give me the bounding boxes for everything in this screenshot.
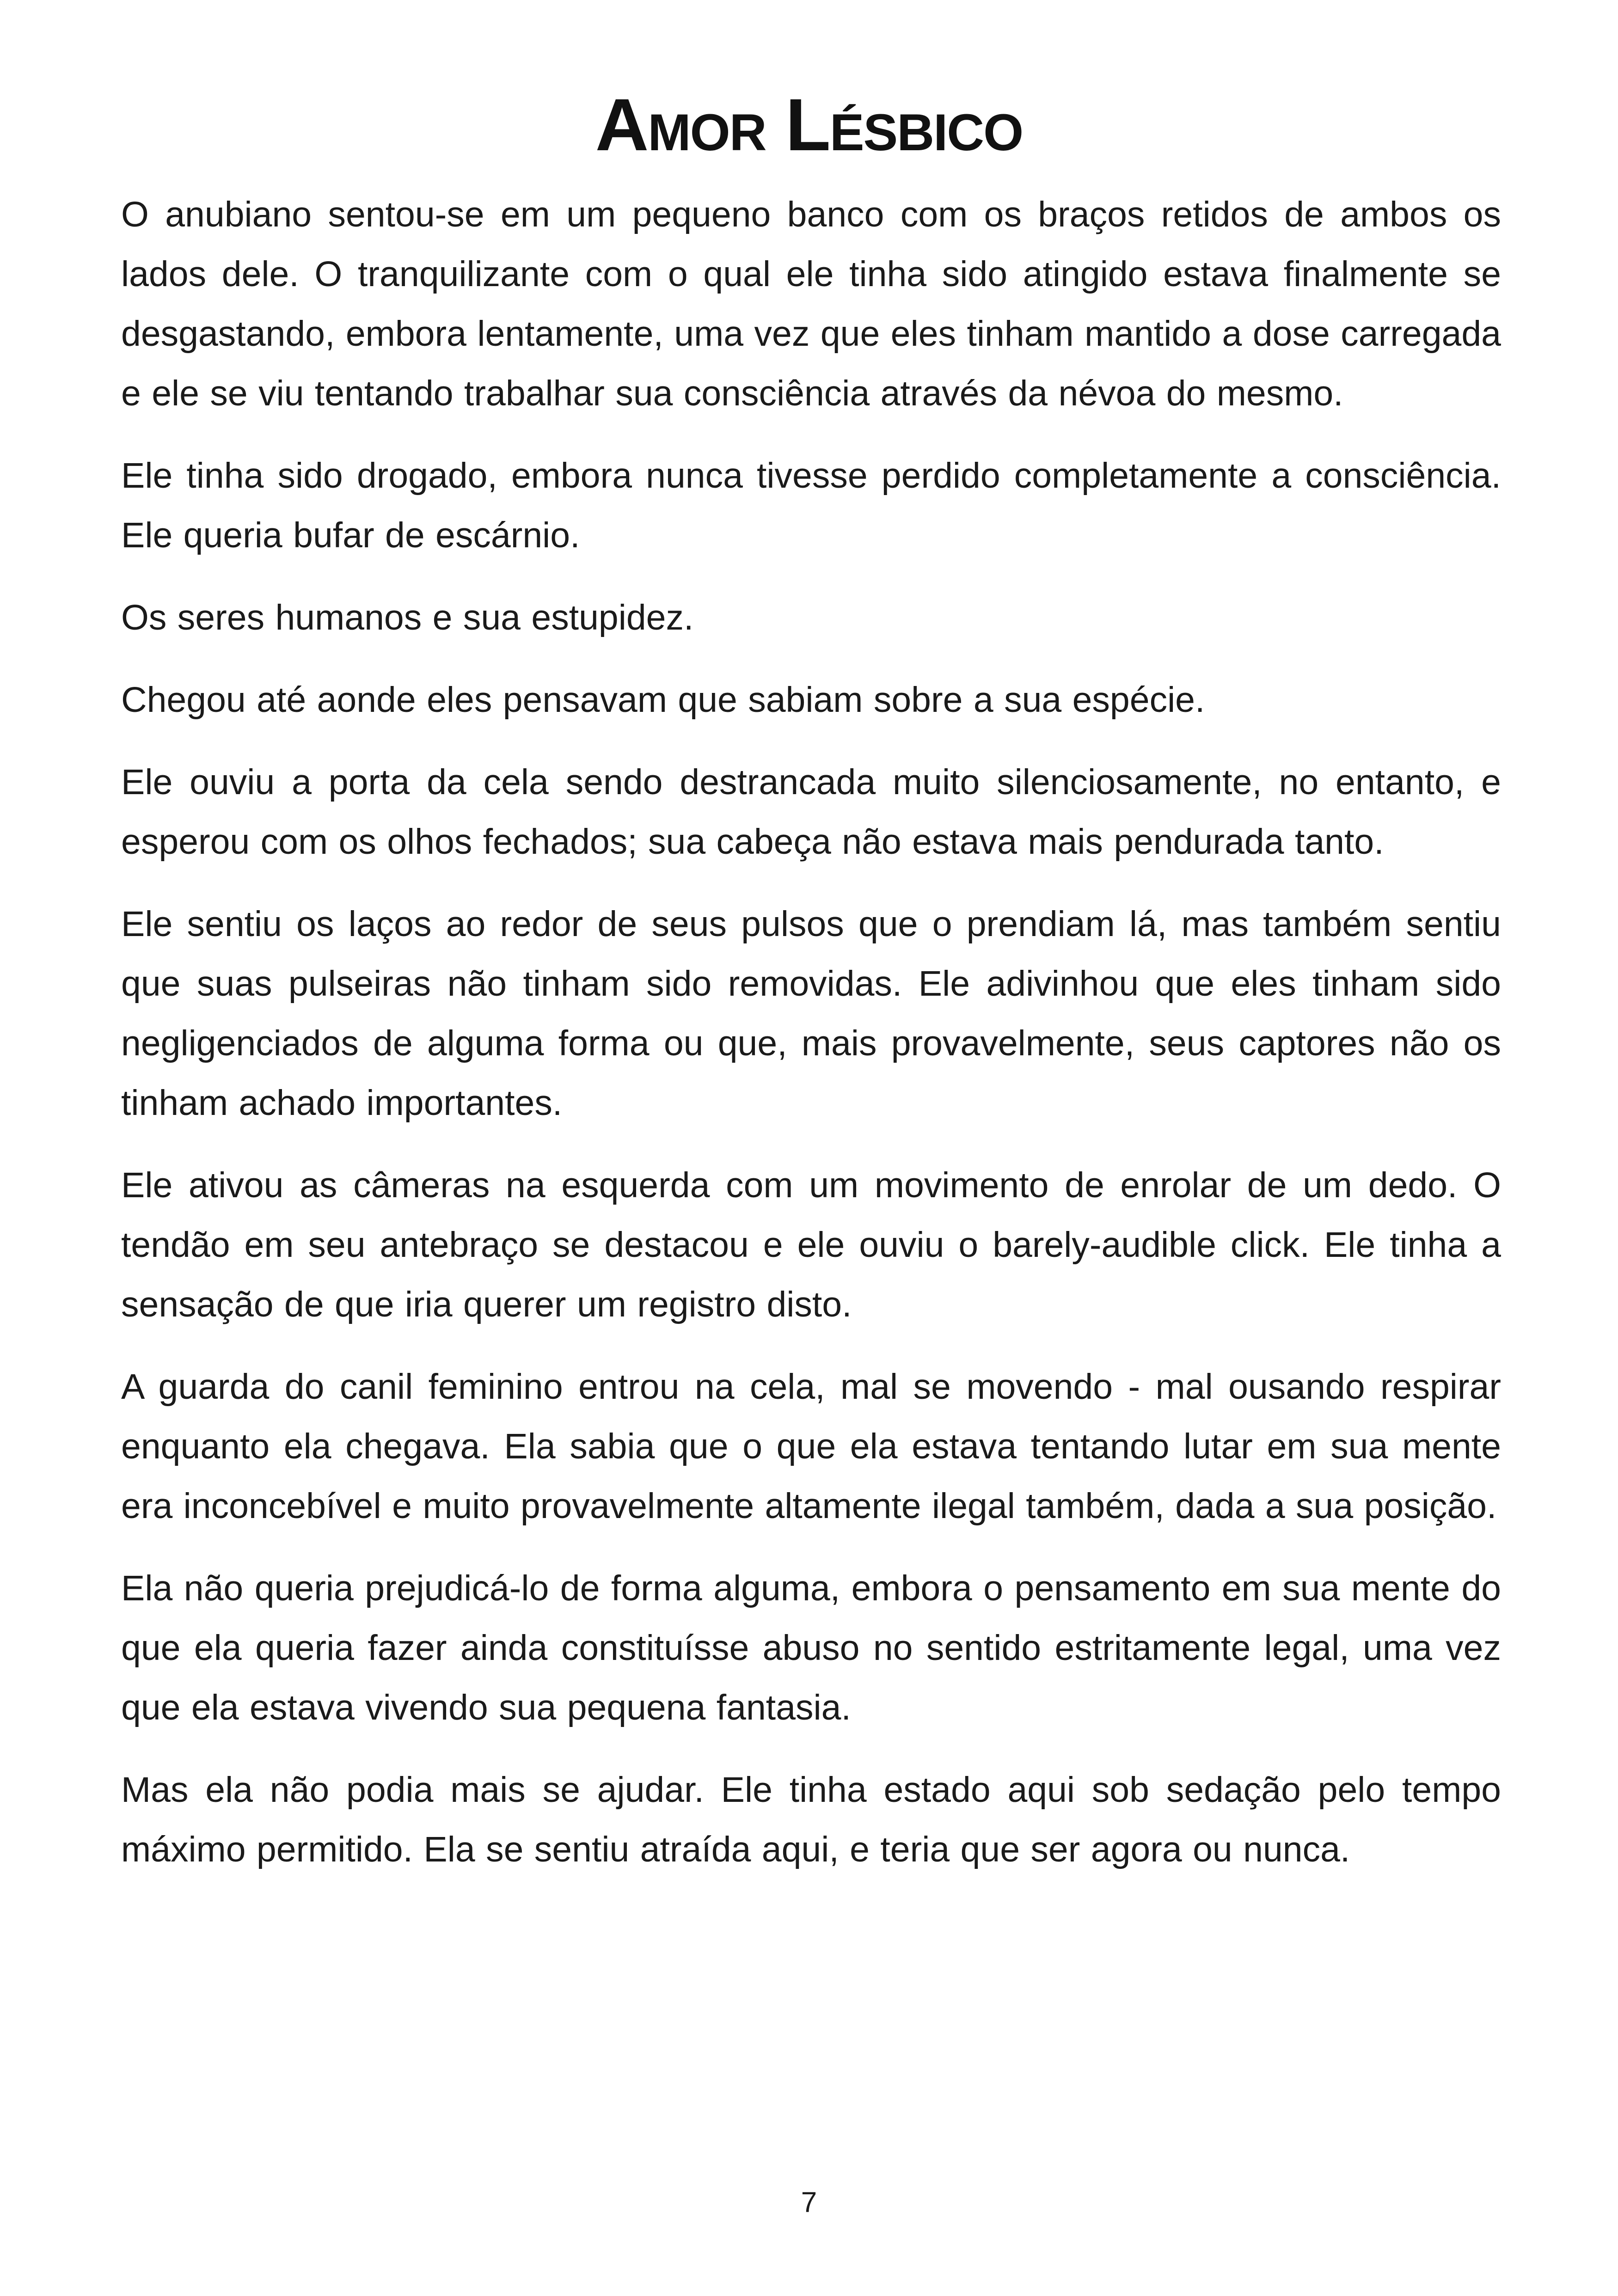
paragraph: Ela não queria prejudicá-lo de forma alguma, embora o pensamento em sua mente do que ela queria fazer ainda constituísse abuso no sentido estritamente legal, uma vez que ela estava vivendo sua pequena fantasia. (121, 1568, 1501, 1727)
paragraph: Ele ativou as câmeras na esquerda com um movimento de enrolar de um dedo. O tendão em seu antebraço se destacou e ele ouviu o barely-audible click. Ele tinha a sensação de que iria querer um registro disto. (121, 1165, 1501, 1324)
paragraph: Ele tinha sido drogado, embora nunca tivesse perdido completamente a consciência. Ele queria bufar de escárnio. (121, 456, 1501, 555)
paragraph: Ele sentiu os laços ao redor de seus pulsos que o prendiam lá, mas também sentiu que suas pulseiras não tinham sido removidas. Ele adivinhou que eles tinham sido negligenciados de alguma forma ou que, mais provavelmente, seus captores não os tinham achado importantes. (121, 904, 1501, 1123)
paragraph: Os seres humanos e sua estupidez. (121, 598, 694, 637)
body-text (121, 185, 1501, 1902)
paragraph: Chegou até aonde eles pensavam que sabiam sobre a sua espécie. (121, 680, 1205, 720)
paragraph: O anubiano sentou-se em um pequeno banco com os braços retidos de ambos os lados dele. O tranquilizante com o qual ele tinha sido atingido estava finalmente se desgastando, embora lentamente, uma vez que eles tinham mantido a dose carregada e ele se viu tentando trabalhar sua consciência através da névoa do mesmo. (121, 195, 1501, 413)
paragraph: A guarda do canil feminino entrou na cela, mal se movendo - mal ousando respirar enquanto ela chegava. Ela sabia que o que ela estava tentando lutar em sua mente era inconcebível e muito provavelmente altamente ilegal também, dada a sua posição. (121, 1367, 1501, 1526)
page-number: 7 (801, 2186, 817, 2218)
chapter-title: Amor Lésbico (595, 83, 1023, 166)
paragraph: Ele ouviu a porta da cela sendo destrancada muito silenciosamente, no entanto, e esperou com os olhos fechados; sua cabeça não estava mais pendurada tanto. (121, 762, 1501, 862)
paragraph: Mas ela não podia mais se ajudar. Ele tinha estado aqui sob sedação pelo tempo máximo permitido. Ela se sentiu atraída aqui, e teria que ser agora ou nunca. (121, 1770, 1501, 1869)
